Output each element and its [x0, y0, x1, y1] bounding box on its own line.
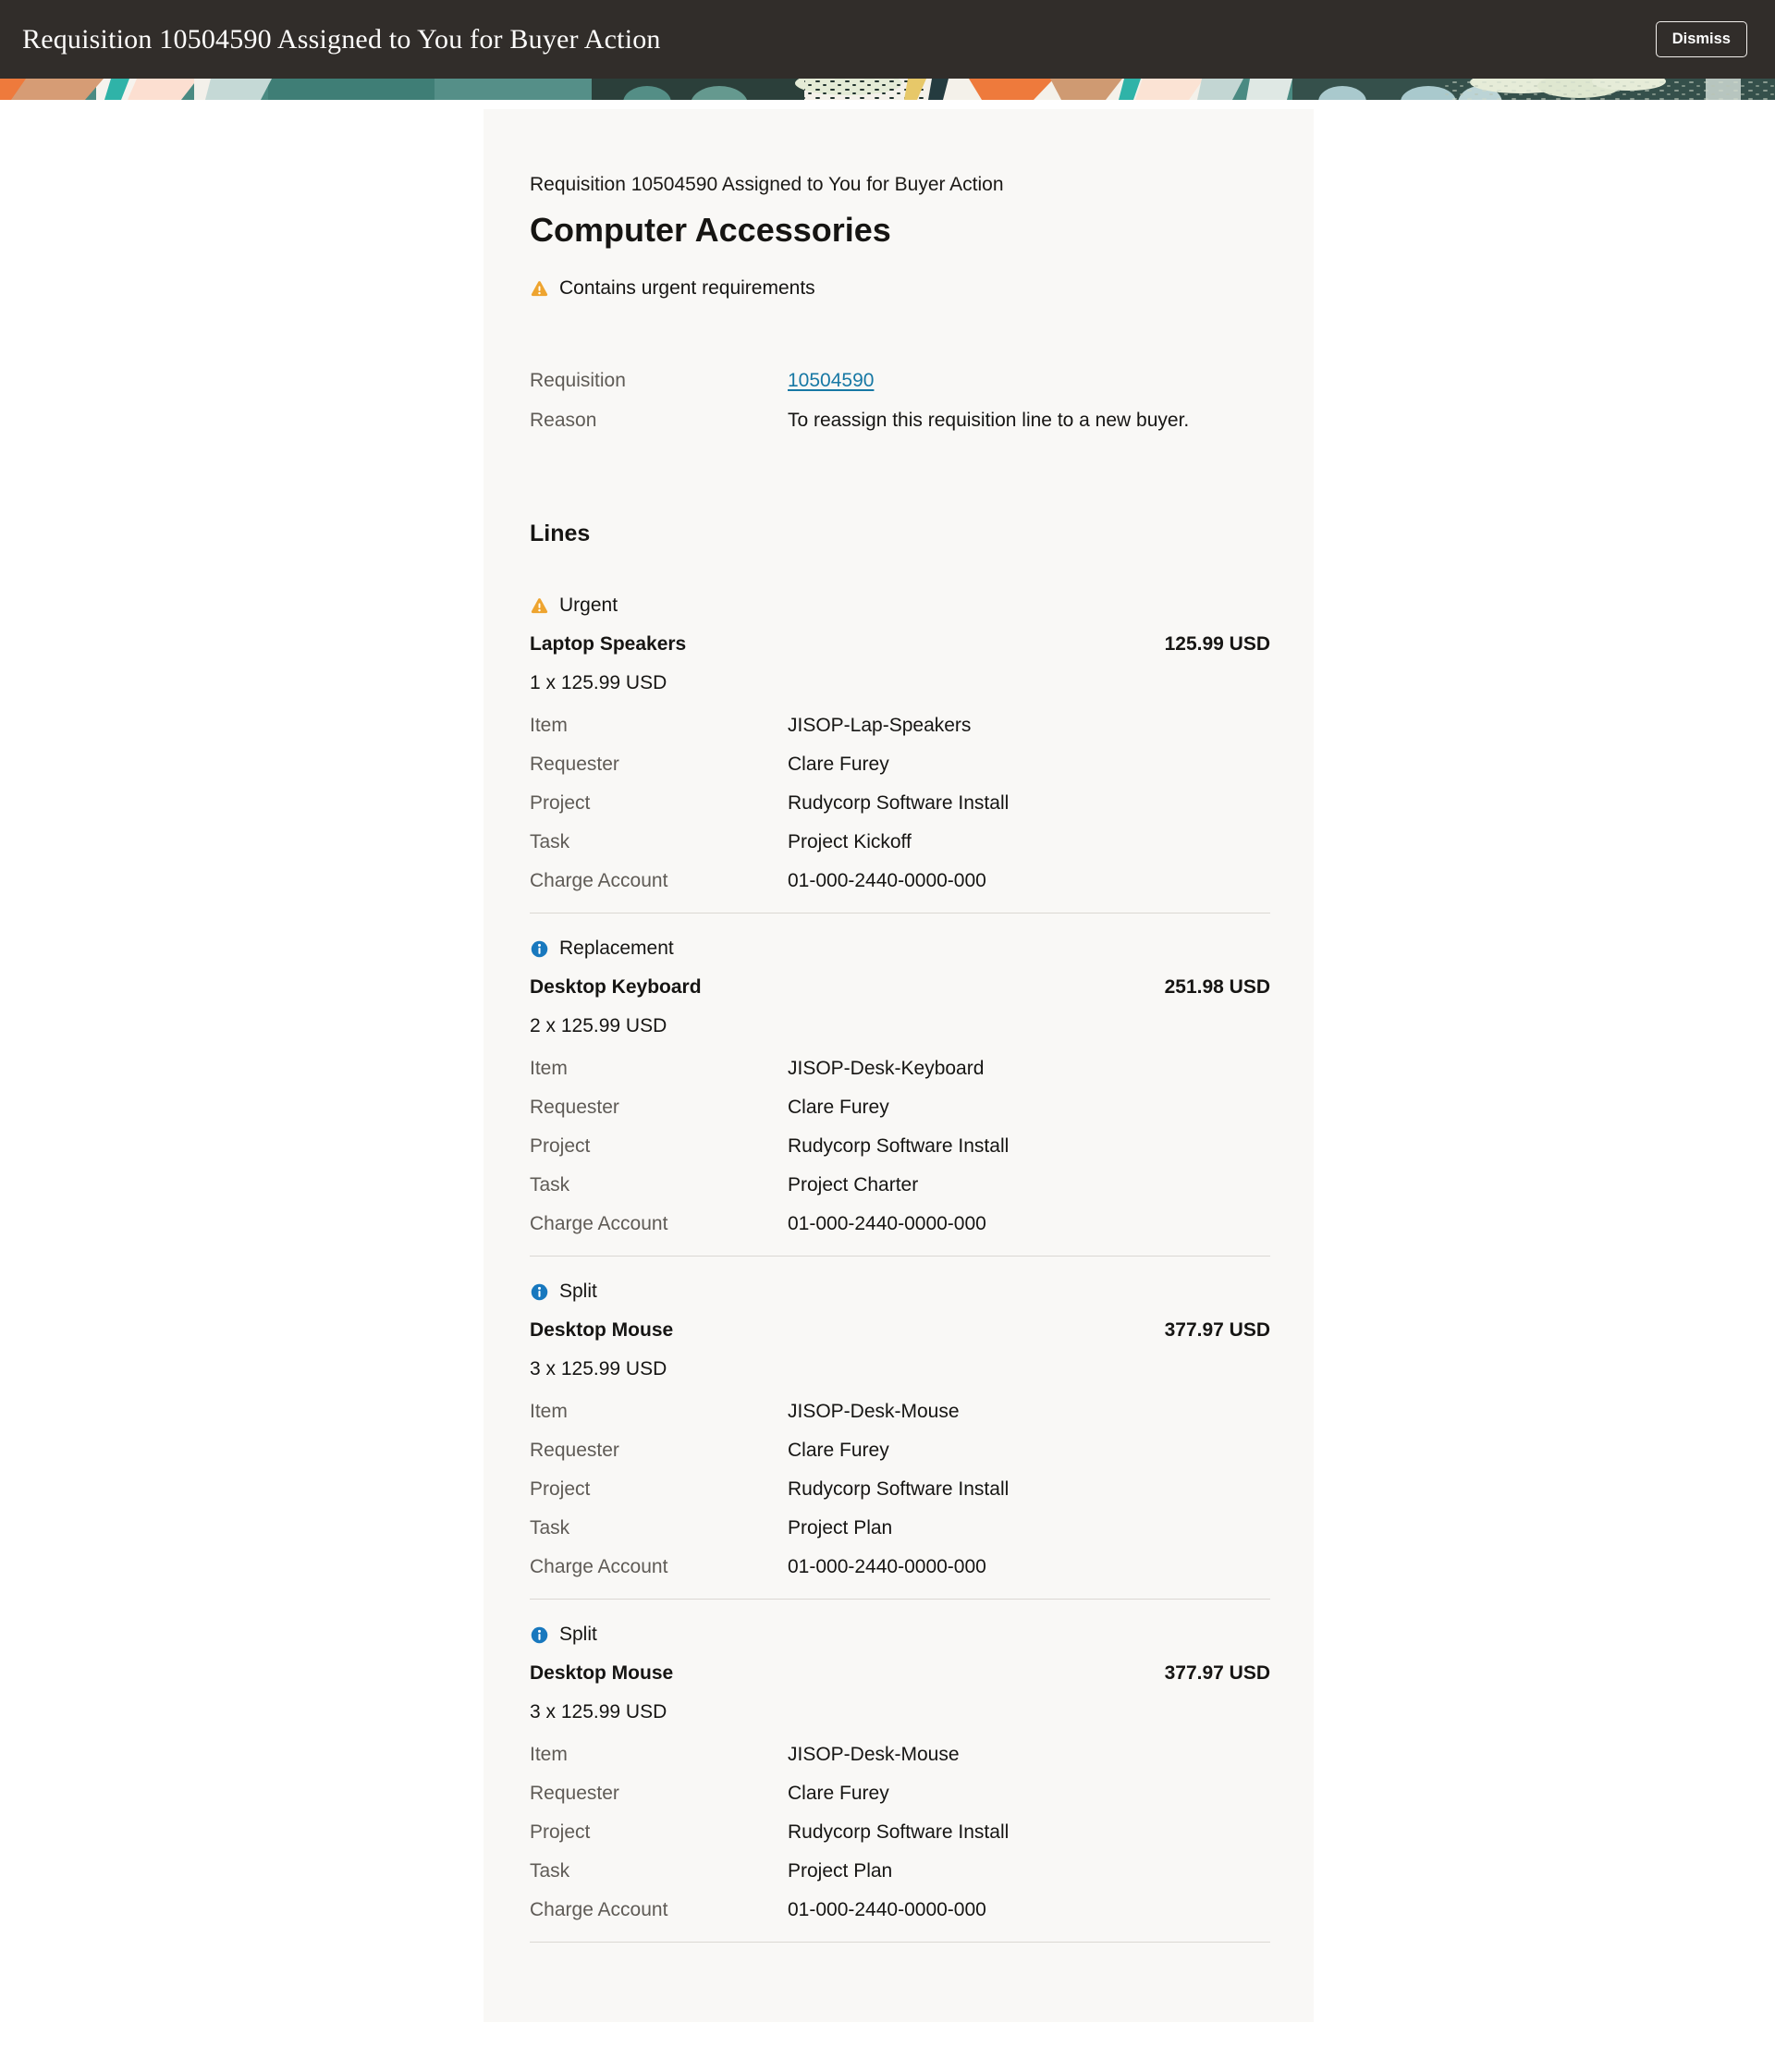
- requisition-fields: [530, 368, 1270, 434]
- detail-value: Project Charter: [788, 1174, 919, 1195]
- detail-label: Project: [530, 1478, 591, 1500]
- detail-value: 01-000-2440-0000-000: [788, 1899, 986, 1920]
- detail-value: Rudycorp Software Install: [788, 1821, 1010, 1843]
- line-name: Desktop Mouse: [530, 1319, 674, 1341]
- detail-value: 01-000-2440-0000-000: [788, 870, 986, 891]
- field-label-requisition: Requisition: [530, 370, 626, 391]
- notification-header: [0, 0, 1775, 79]
- detail-value: JISOP-Desk-Mouse: [788, 1744, 960, 1765]
- line-title-row: [530, 975, 1270, 1000]
- line-divider: [530, 1256, 1270, 1257]
- detail-value: 01-000-2440-0000-000: [788, 1213, 986, 1234]
- line-title-row: [530, 1661, 1270, 1686]
- notification-card: [484, 109, 1314, 2022]
- notification-subtitle: Requisition 10504590 Assigned to You for Buyer Action: [530, 174, 1004, 195]
- requisition-link[interactable]: 10504590: [788, 370, 875, 391]
- urgent-banner: [530, 276, 1270, 301]
- info-icon: [530, 1625, 549, 1645]
- detail-label: Project: [530, 1135, 591, 1157]
- field-value-reason: To reassign this requisition line to a new buyer.: [788, 410, 1190, 431]
- detail-value: Clare Furey: [788, 754, 889, 775]
- line-divider: [530, 1942, 1270, 1943]
- line-item: [530, 1622, 1270, 1943]
- line-title-row: [530, 631, 1270, 657]
- detail-label: Charge Account: [530, 1556, 668, 1577]
- header-title: Requisition 10504590 Assigned to You for Buyer Action: [22, 23, 661, 55]
- detail-label: Requester: [530, 1783, 619, 1804]
- detail-value: Rudycorp Software Install: [788, 1135, 1010, 1157]
- detail-label: Project: [530, 1821, 591, 1843]
- detail-value: Project Plan: [788, 1860, 893, 1882]
- detail-label: Charge Account: [530, 1899, 668, 1920]
- detail-label: Requester: [530, 1097, 619, 1118]
- dismiss-button[interactable]: Dismiss: [1656, 21, 1747, 57]
- detail-label: Task: [530, 831, 570, 852]
- detail-value: JISOP-Desk-Mouse: [788, 1401, 960, 1422]
- detail-value: Clare Furey: [788, 1783, 889, 1804]
- line-item: [530, 1279, 1270, 1600]
- line-tag-label: Split: [559, 1624, 597, 1645]
- detail-label: Item: [530, 1744, 568, 1765]
- detail-value: Project Plan: [788, 1517, 893, 1539]
- line-quantity: 3 x 125.99 USD: [530, 1701, 667, 1723]
- info-icon: [530, 1282, 549, 1302]
- line-tag: [530, 1279, 1270, 1305]
- detail-label: Item: [530, 1401, 568, 1422]
- line-quantity: 1 x 125.99 USD: [530, 672, 667, 693]
- urgent-banner-text: Contains urgent requirements: [559, 277, 815, 299]
- detail-label: Task: [530, 1174, 570, 1195]
- line-details: [530, 713, 1270, 894]
- detail-value: 01-000-2440-0000-000: [788, 1556, 986, 1577]
- line-tag: [530, 1622, 1270, 1648]
- line-title-row: [530, 1318, 1270, 1343]
- detail-value: Clare Furey: [788, 1440, 889, 1461]
- detail-value: Rudycorp Software Install: [788, 792, 1010, 814]
- detail-label: Requester: [530, 754, 619, 775]
- line-divider: [530, 1599, 1270, 1600]
- line-quantity: 3 x 125.99 USD: [530, 1358, 667, 1379]
- field-label-reason: Reason: [530, 410, 597, 431]
- line-amount: 377.97 USD: [1164, 1319, 1270, 1341]
- line-details: [530, 1056, 1270, 1237]
- line-tag-label: Split: [559, 1281, 597, 1302]
- line-tag-label: Replacement: [559, 938, 674, 959]
- line-quantity: 2 x 125.99 USD: [530, 1015, 667, 1036]
- detail-label: Requester: [530, 1440, 619, 1461]
- lines-heading: Lines: [530, 521, 591, 546]
- line-item: [530, 593, 1270, 913]
- detail-label: Item: [530, 1058, 568, 1079]
- page-title: Computer Accessories: [530, 211, 891, 249]
- detail-label: Charge Account: [530, 1213, 668, 1234]
- line-details: [530, 1399, 1270, 1580]
- warning-icon: [530, 279, 549, 299]
- detail-label: Task: [530, 1860, 570, 1882]
- decorative-banner: [0, 79, 1775, 100]
- lines-list: [530, 593, 1270, 1943]
- detail-value: Clare Furey: [788, 1097, 889, 1118]
- line-name: Desktop Keyboard: [530, 976, 702, 998]
- line-amount: 251.98 USD: [1164, 976, 1270, 998]
- info-icon: [530, 939, 549, 959]
- line-tag-label: Urgent: [559, 595, 618, 616]
- line-item: [530, 936, 1270, 1257]
- line-tag: [530, 593, 1270, 619]
- line-name: Desktop Mouse: [530, 1662, 674, 1684]
- line-name: Laptop Speakers: [530, 633, 687, 655]
- detail-value: JISOP-Desk-Keyboard: [788, 1058, 985, 1079]
- warning-icon: [530, 596, 549, 616]
- detail-label: Charge Account: [530, 870, 668, 891]
- detail-label: Item: [530, 715, 568, 736]
- line-details: [530, 1742, 1270, 1923]
- detail-value: Rudycorp Software Install: [788, 1478, 1010, 1500]
- line-amount: 377.97 USD: [1164, 1662, 1270, 1684]
- field-value-requisition: [788, 368, 1270, 394]
- detail-value: JISOP-Lap-Speakers: [788, 715, 972, 736]
- line-amount: 125.99 USD: [1164, 633, 1270, 655]
- detail-value: Project Kickoff: [788, 831, 912, 852]
- line-tag: [530, 936, 1270, 962]
- detail-label: Task: [530, 1517, 570, 1539]
- detail-label: Project: [530, 792, 591, 814]
